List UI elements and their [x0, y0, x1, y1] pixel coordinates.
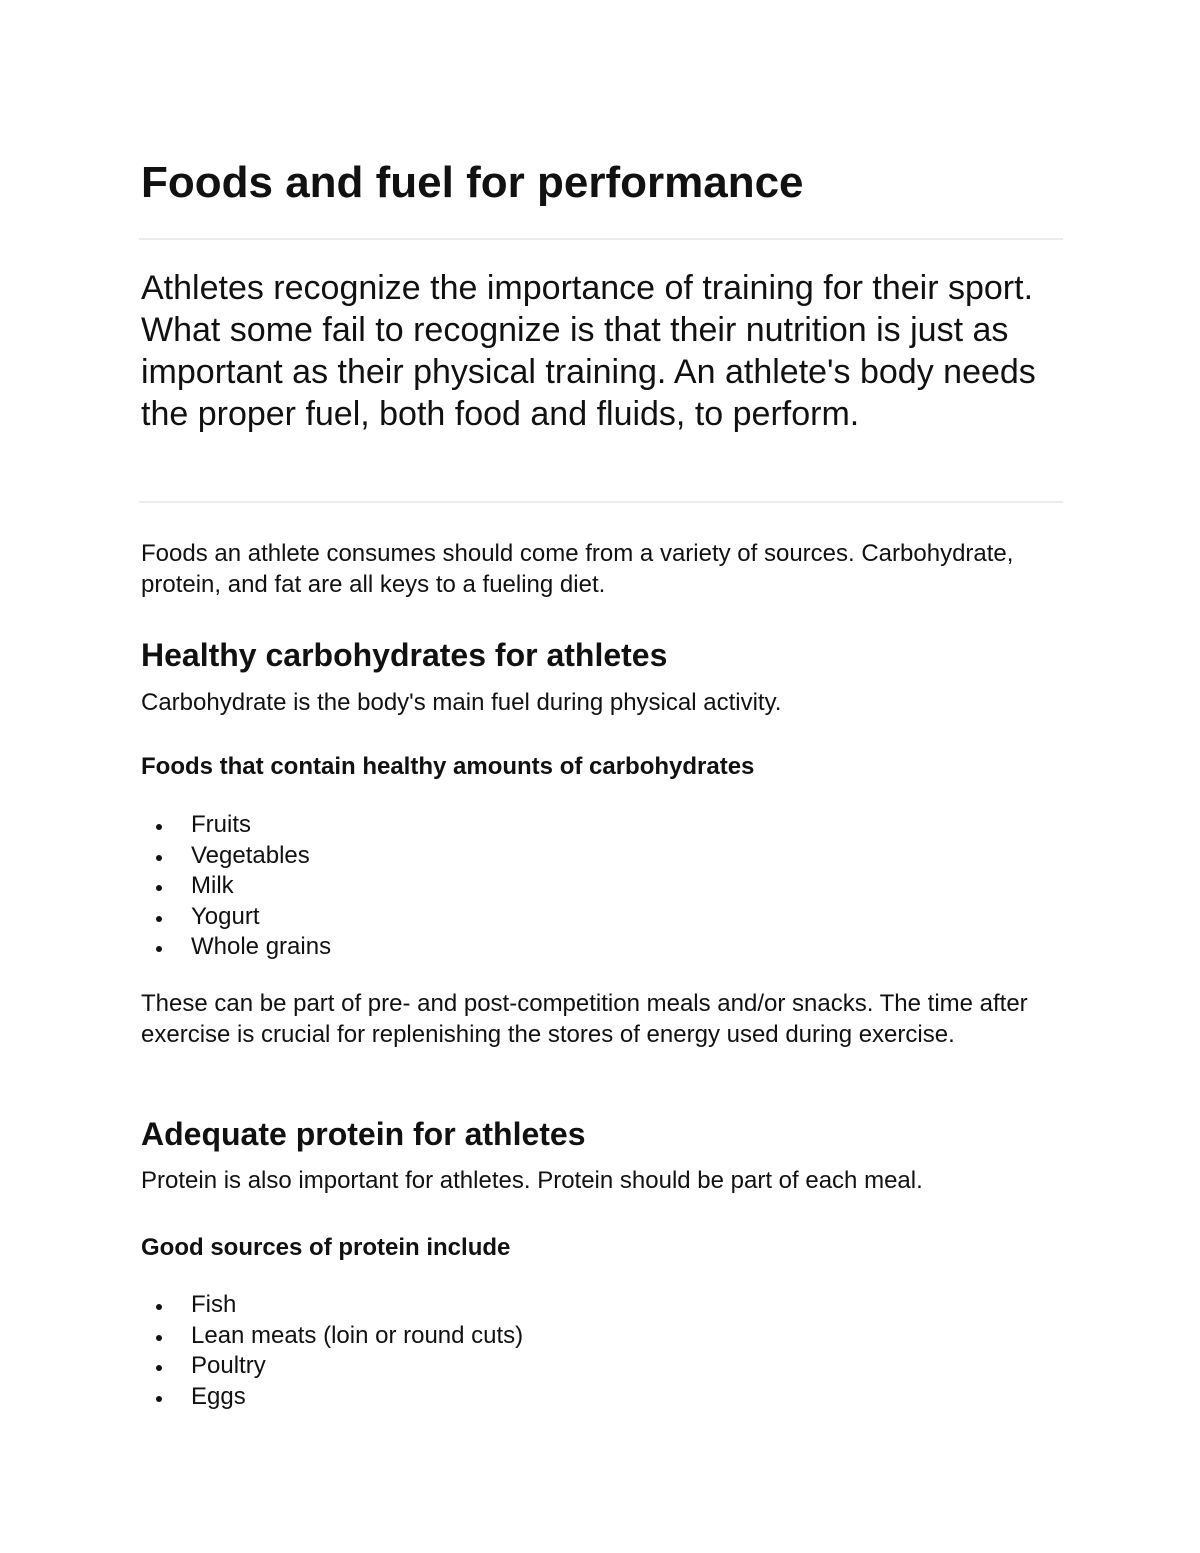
carbohydrates-heading: Healthy carbohydrates for athletes	[141, 637, 668, 673]
protein-heading: Adequate protein for athletes	[141, 1116, 586, 1152]
list-item-label: Eggs	[191, 1382, 246, 1410]
bullet-icon	[156, 1396, 162, 1402]
list-item-label: Milk	[191, 872, 234, 899]
list-item	[141, 1351, 523, 1382]
page-title: Foods and fuel for performance	[141, 158, 804, 207]
divider-top	[139, 238, 1063, 240]
list-item-label: Yogurt	[191, 902, 260, 930]
list-item-label: Poultry	[191, 1352, 266, 1379]
carbohydrates-after-text: These can be part of pre- and post-competition meals and/or snacks. The time after exercise is crucial for replenishing the stores of energy used during exercise.	[141, 990, 1028, 1048]
bullet-icon	[156, 916, 162, 922]
bullet-icon	[156, 824, 162, 830]
protein-text: Protein is also important for athletes. Protein should be part of each meal.	[141, 1167, 923, 1194]
bullet-icon	[156, 855, 162, 861]
list-item	[141, 1321, 523, 1352]
list-item	[141, 902, 331, 933]
list-item	[141, 810, 331, 841]
carbohydrates-list	[141, 810, 331, 963]
list-item-label: Whole grains	[191, 933, 332, 960]
list-item	[141, 932, 331, 963]
list-item	[141, 871, 331, 902]
list-item-label: Lean meats (loin or round cuts)	[191, 1321, 524, 1349]
list-item	[141, 841, 331, 872]
lead-paragraph: Athletes recognize the importance of training for their sport. What some fail to recognize is that their nutrition is just as important as their physical training. An athlete's body needs the proper fuel, both food and fluids, to perform.	[141, 269, 1036, 433]
list-item-label: Fish	[191, 1291, 237, 1318]
bullet-icon	[156, 885, 162, 891]
intro-paragraph: Foods an athlete consumes should come from a variety of sources. Carbohydrate, protein, and fat are all keys to a fueling diet.	[141, 540, 1014, 598]
list-item	[141, 1290, 523, 1321]
bullet-icon	[156, 946, 162, 952]
bullet-icon	[156, 1335, 162, 1341]
protein-list	[141, 1290, 523, 1412]
carbohydrates-list-heading: Foods that contain healthy amounts of carbohydrates	[141, 753, 755, 780]
list-item-label: Fruits	[191, 811, 251, 838]
bullet-icon	[156, 1365, 162, 1371]
divider-bottom	[139, 501, 1063, 503]
list-item	[141, 1382, 523, 1413]
carbohydrates-text: Carbohydrate is the body's main fuel during physical activity.	[141, 689, 782, 716]
bullet-icon	[156, 1304, 162, 1310]
list-item-label: Vegetables	[191, 841, 310, 869]
protein-list-heading: Good sources of protein include	[141, 1234, 511, 1261]
